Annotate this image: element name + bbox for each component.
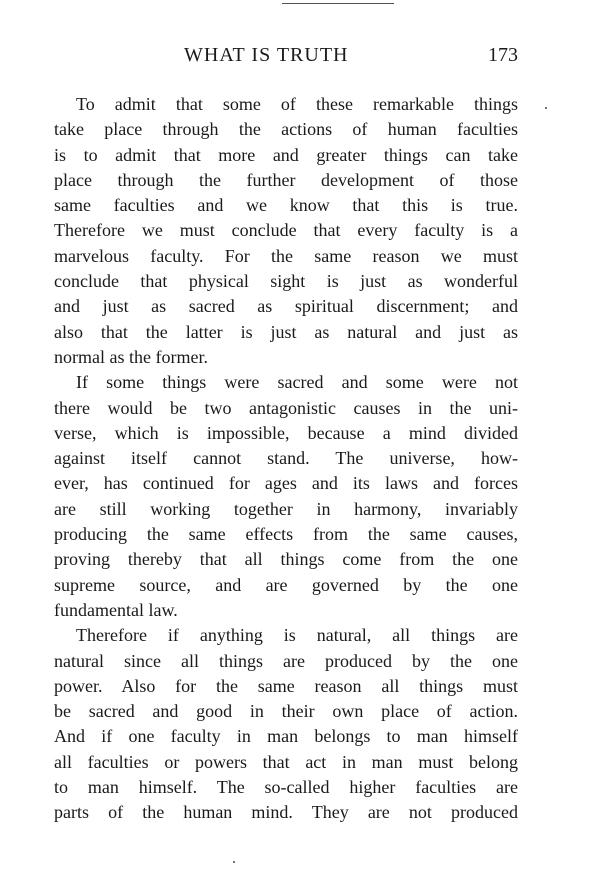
paragraph-1 <box>54 92 518 370</box>
text-line: be sacred and good in their own place of action. <box>54 701 518 722</box>
paragraph-2 <box>54 370 518 623</box>
text-line: against itself cannot stand. The universe, how- <box>54 448 518 469</box>
text-line: To admit that some of these remarkable things <box>76 94 518 114</box>
text-line: natural since all things are produced by the one <box>54 650 518 671</box>
text-line: verse, which is impossible, because a mind divided <box>54 422 518 443</box>
paragraph-3 <box>54 623 518 825</box>
text-line: conclude that physical sight is just as wonderful <box>54 271 518 292</box>
text-line: and just as sacred as spiritual discernment; and <box>54 296 518 317</box>
text-line: all faculties or powers that act in man must belong <box>54 751 518 772</box>
text-line: take place through the actions of human faculties <box>54 119 518 140</box>
text-line: place through the further development of those <box>54 169 518 190</box>
scan-speck <box>545 107 547 109</box>
text-line: are still working together in harmony, invariably <box>54 498 518 519</box>
text-line: same faculties and we know that this is true. <box>54 195 518 216</box>
text-line: proving thereby that all things come from the one <box>54 549 518 570</box>
text-line: ever, has continued for ages and its laws and forces <box>54 473 518 494</box>
text-line: marvelous faculty. For the same reason we must <box>54 245 518 266</box>
page-number: 173 <box>488 44 518 66</box>
text-line: Therefore we must conclude that every faculty is a <box>54 220 518 241</box>
text-line: power. Also for the same reason all things must <box>54 675 518 696</box>
text-line: to man himself. The so-called higher faculties are <box>54 777 518 798</box>
running-header <box>54 44 518 72</box>
scan-speck <box>233 861 235 863</box>
text-line: supreme source, and are governed by the one <box>54 574 518 595</box>
top-scan-rule <box>282 3 394 4</box>
body-text <box>54 92 518 826</box>
text-line: parts of the human mind. They are not produced <box>54 802 518 823</box>
text-line: If some things were sacred and some were not <box>76 372 518 393</box>
text-line: producing the same effects from the same causes, <box>54 524 518 545</box>
text-line: And if one faculty in man belongs to man himself <box>54 726 518 747</box>
text-line: fundamental law. <box>54 599 178 620</box>
text-line: also that the latter is just as natural and just as <box>54 321 518 342</box>
text-line: is to admit that more and greater things can take <box>54 144 518 165</box>
running-title: WHAT IS TRUTH <box>184 44 349 66</box>
text-line: there would be two antagonistic causes in the uni- <box>54 397 518 418</box>
text-line: normal as the former. <box>54 346 208 367</box>
text-line: Therefore if anything is natural, all things are <box>76 625 518 646</box>
